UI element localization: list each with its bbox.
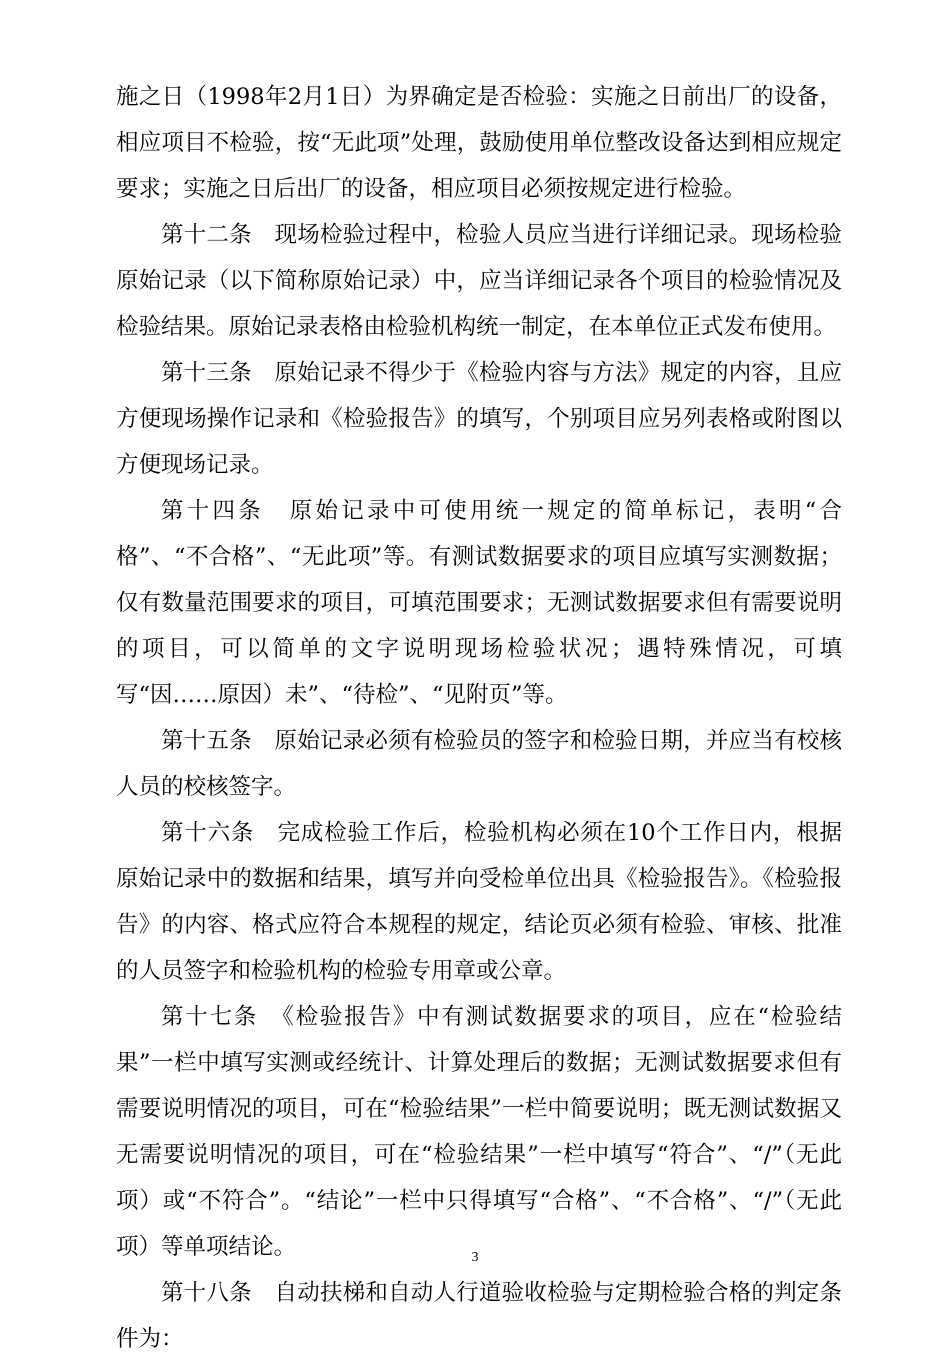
paragraph-article-14: 第十四条 原始记录中可使用统一规定的简单标记，表明“合格”、“不合格”、“无此项”等。有测试数据要求的项目应填写实测数据；仅有数量范围要求的项目，可填范围要求；无测试数据要求但有需要说明的项目，可以简单的文字说明现场检验状况；遇特殊情况，可填写“因……原因）未”、“待检”、“见附页”等。: [116, 498, 842, 708]
paragraph-article-17: 第十七条 《检验报告》中有测试数据要求的项目，应在“检验结果”一栏中填写实测或经统计、计算处理后的数据；无测试数据要求但有需要说明情况的项目，可在“检验结果”一栏中简要说明；既无测试数据又无需要说明情况的项目，可在“检验结果”一栏中填写“符合”、“/”（无此项）或“不符合”。“结论”一栏中只得填写“合格”、“不合格”、“/”（无此项）等单项结论。: [116, 1004, 842, 1260]
paragraph-continuation: 施之日（1998年2月1日）为界确定是否检验：实施之日前出厂的设备，相应项目不检验，按“无此项”处理，鼓励使用单位整改设备达到相应规定要求；实施之日后出厂的设备，相应项目必须按规定进行检验。: [116, 84, 842, 202]
paragraph-article-12: 第十二条 现场检验过程中，检验人员应当进行详细记录。现场检验原始记录（以下简称原始记录）中，应当详细记录各个项目的检验情况及检验结果。原始记录表格由检验机构统一制定，在本单位正式发布使用。: [116, 222, 842, 340]
paragraph-article-16: 第十六条 完成检验工作后，检验机构必须在10个工作日内，根据原始记录中的数据和结果，填写并向受检单位出具《检验报告》。《检验报告》的内容、格式应符合本规程的规定，结论页必须有检验、审核、批准的人员签字和检验机构的检验专用章或公章。: [116, 820, 842, 984]
paragraph-article-13: 第十三条 原始记录不得少于《检验内容与方法》规定的内容，且应方便现场操作记录和《检验报告》的填写，个别项目应另列表格或附图以方便现场记录。: [116, 360, 842, 478]
paragraph-article-18: 第十八条 自动扶梯和自动人行道验收检验与定期检验合格的判定条件为：: [116, 1280, 842, 1352]
page-number: 3: [471, 1250, 479, 1265]
paragraph-article-15: 第十五条 原始记录必须有检验员的签字和检验日期，并应当有校核人员的校核签字。: [116, 728, 842, 800]
body-text: [116, 74, 842, 1362]
